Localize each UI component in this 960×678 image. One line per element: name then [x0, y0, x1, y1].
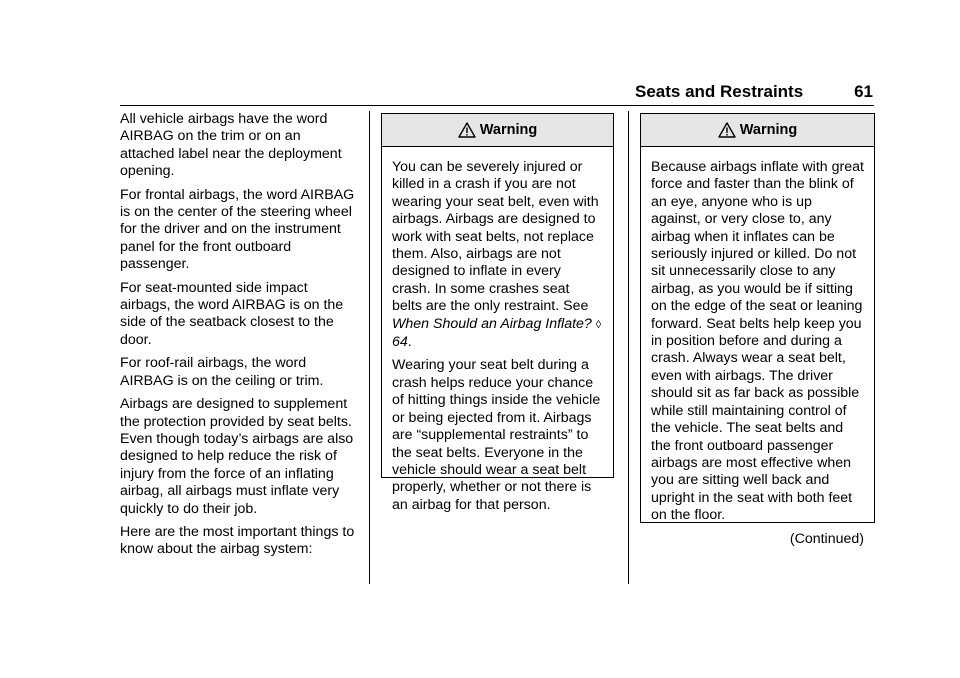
left-column	[120, 111, 356, 565]
page-reference-icon: ◊	[595, 318, 602, 331]
warning-title: Warning	[479, 122, 538, 138]
cross-reference-link[interactable]: When Should an Airbag Inflate?	[392, 315, 592, 332]
paragraph: For seat-mounted side impact airbags, the word AIRBAG is on the side of the seatback closest to the door.	[120, 279, 344, 348]
warning-header	[382, 114, 613, 147]
column-divider	[628, 111, 629, 584]
warning-title: Warning	[739, 122, 798, 138]
punctuation: .	[407, 334, 412, 351]
warning-paragraph: Wearing your seat belt during a crash helps reduce your chance of hitting things inside the vehicle or being ejected from it. Airbags are “supplemental restraints” to the seat belts. Everyone in the vehicle should wear a seat belt properly, whether or not there is an airbag for that person.	[392, 357, 601, 513]
paragraph: For frontal airbags, the word AIRBAG is on the center of the steering wheel for the driver and on the instrument panel for the front outboard passenger.	[120, 186, 355, 273]
warning-text: You can be severely injured or killed in a crash if you are not wearing your seat belt, even with airbags. Airbags are designed to work with seat belts, not replace them. Also, airbags are not designed to inflate in every crash. In some crashes seat belts are the only restraint. See	[392, 159, 599, 315]
paragraph: Airbags are designed to supplement the protection provided by seat belts. Even though today’s airbags are also designed to help reduce the risk of injury from the force of an inflating airbag, all airbags must inflate very quickly to do their job.	[120, 396, 354, 517]
paragraph: For roof-rail airbags, the word AIRBAG is on the ceiling or trim.	[120, 355, 324, 389]
paragraph: All vehicle airbags have the word AIRBAG on the trim or on an attached label near the deployment opening.	[120, 111, 342, 180]
warning-triangle-icon	[458, 122, 476, 138]
warning-box-airbag-distance	[640, 113, 875, 547]
page-header	[635, 82, 873, 102]
page-number: 61	[854, 82, 873, 101]
warning-header	[641, 114, 874, 147]
column-divider	[369, 111, 370, 584]
warning-paragraph: Because airbags inflate with great force and faster than the blink of an eye, anyone who is up against, or very close to, any airbag when it inflates can be seriously injured or killed. Do not sit unnecessarily close to any airbag, as you would be if sitting on the edge of the seat or leaning forward. Seat belts help keep you in position before and during a crash. Always wear a seat belt, even with airbags. The driver should sit as far back as possible while still maintaining control of the vehicle. The seat belts and the front outboard passenger airbags are most effective when you are sitting well back and upright in the seat with both feet on the floor.	[651, 159, 864, 524]
section-title: Seats and Restraints	[635, 82, 804, 101]
warning-box-seat-belt	[381, 113, 614, 513]
warning-paragraph	[392, 159, 603, 351]
continued-label: (Continued)	[789, 530, 864, 547]
warning-body	[382, 147, 613, 526]
header-rule	[120, 105, 874, 106]
paragraph: Here are the most important things to know about the airbag system:	[120, 523, 355, 558]
reference-page-number: 64	[392, 334, 408, 351]
warning-body	[641, 147, 874, 554]
warning-triangle-icon	[718, 122, 736, 138]
